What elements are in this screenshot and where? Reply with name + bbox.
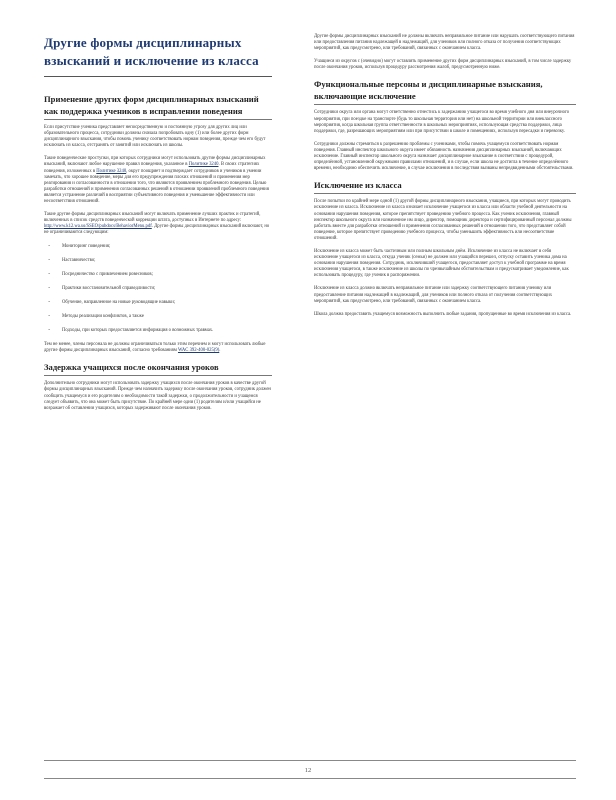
section-heading-detention: Задержка учащихся после окончания уроков	[44, 362, 219, 373]
list-item: ⁃ Подходы, при которых предоставляется информация о возможных травмах.	[48, 328, 214, 334]
text-run: , округ поощряет и подтверждает сотрудников и учеников в умении замечать, что хорошее поведение, меры для его предупреждения плохих отношений и применения мер реагирования и согласованности в отношении того, что являются проявлением проблемного поведения. Целью разработки отношений и применения согласованных решений в отношении проявлений проблемного поведения является устранение различий в восприятии субъективного поведения и уменьшение эффективности или несоответствия отношений.	[44, 168, 269, 205]
paragraph	[44, 212, 272, 236]
bullet-icon: ⁃	[48, 313, 51, 319]
paragraph: Сотрудники округа или органа могут ответственно отнестись к задержанию учащегося во время учебного дня или внеурочного мероприятия, при поездке на транспорте (будь то школьная территория или нет) на школьной территории или внеклассного мероприятия, когда школьная группа ответственности в школьных мероприятиях, использующая средства поддержки, лица поддержки, где, разрешающих мероприятиям или при присутствии в школе и помещениях, используя пересадки и перевозку.	[314, 110, 570, 134]
text-run: Тем не менее, члены персонала не должны ограничиваться только этим перечнем и могут использовать любые другие формы дисциплинарных взысканий, согласно требованиям	[44, 342, 266, 354]
paragraph: Сотрудники должны стремиться к разрешению проблемы с учениками, чтобы помочь учащемуся соответствовать нормам поведения. Главный инспектор школьного округа имеет обязанность назначения дисциплинарных взысканий, включающих исключение. Главный инспектор школьного округа назначает дисциплинарное взыскание в соответствии с процедурой, определённой, установленной окружными правилами отношений, и в случае, если школа не достигла в течение определённого времени, необходимо обеспечить исключение, в случае исключения в последствия вызваны непредвиденными обстоятельствами.	[314, 141, 574, 172]
text-run: Такие поведенческие проступки, при которых сотрудники могут использовать другие формы дисциплинарных взысканий, включают любое нарушение правил поведения, указанное в	[44, 156, 266, 168]
list-item: ⁃ Наставничество;	[48, 257, 96, 263]
paragraph: Если присутствие ученика представляет непосредственную и постоянную угрозу для других лиц или образовательного процесса, сотрудники должны сначала попробовать одну (1) или более других форм дисциплинарного взыскания, чтобы помочь ученику соответствовать нормам поведения, прежде чем его будут исключать из класса, отстранять от занятий или исключать из школы.	[44, 125, 266, 149]
policy-3240-link-2[interactable]: Политике 3240	[96, 168, 127, 174]
paragraph: После попытки по крайней мере одной (1) другой формы дисциплинарного взыскания, учащиеся, при которых могут проводить исключение из класса. Исключение из класса означает исключение учащегося из класса или области учебной деятельности на основании нарушения поведения, которое препятствует проведению учебного процесса. Как ученик исключения, главный инспектор школьного округа или назначенное им лицо, директор, помощник директора и сертифицированный персонал должны работать вместе для разработки отношений и применения согласованных решений в отношении того, что представляет собой поведение, которое препятствует проведению учебного процесса, чтобы уменьшить эффективность или несоответствие отношений.	[314, 199, 572, 241]
section-divider	[44, 119, 272, 120]
page-number: 12	[304, 767, 312, 774]
section-heading-classroom-exclusion: Исключение из класса	[314, 180, 402, 191]
section-divider	[314, 193, 576, 194]
paragraph: Школа должна предоставить учащемуся возможность выполнить любые задания, пропущенные во время исключения из класса.	[314, 311, 572, 317]
list-item: ⁃ Мониторинг поведения;	[48, 243, 111, 249]
text-run: Такие другие формы дисциплинарных взысканий могут включать применение лучших практик и стратегий, включенных в список средств поведенческой коррекции штата, доступных в Интернете по адресу:	[44, 212, 261, 224]
wac-link[interactable]: WAC 392-400-025(9)	[177, 348, 220, 354]
bullet-icon: ⁃	[48, 285, 51, 291]
list-item: ⁃ Методы реализации конфликтов, а также	[48, 313, 144, 319]
list-item: ⁃ Обучение, направленное на новые руководящие навыки;	[48, 299, 176, 305]
paragraph: Дополнительно сотрудники могут использовать задержку учащихся после окончания уроков в качестве другой формы дисциплинарных взысканий. Прежде чем назначить задержку после окончания уроков, сотрудник должен сообщить учащемуся и его родителям о необходимости такой задержки, о продолжительности и учащемся следует объявить, что она может быть присутствие. По крайней мере одни (1) родителям и/или учащийся не возражает об оставлении учащихся, которых задерживают после окончания уроков.	[44, 381, 271, 411]
bullet-icon: ⁃	[48, 243, 51, 249]
policy-3240-link[interactable]: Политике 3240	[188, 162, 219, 168]
bullet-icon: ⁃	[48, 328, 51, 334]
section-heading-exclusionary: Функциональные персоны и дисциплинарные взыскания, включающие исключение	[314, 79, 543, 102]
right-column	[314, 34, 576, 325]
section-divider	[44, 375, 272, 376]
text-run: .	[219, 348, 221, 354]
footer-rule-top	[44, 760, 576, 761]
footer-rule-bottom	[44, 778, 576, 779]
section-divider	[314, 104, 576, 105]
paragraph	[44, 156, 272, 205]
page-title: Другие формы дисциплинарных взысканий и исключение из класса	[44, 35, 259, 68]
behavior-menu-link[interactable]: http://www.k12.wa.us/SSEO/pubdocs/BehaviorMenu.pdf	[44, 224, 152, 230]
paragraph: Исключение из класса может быть частичным или полным школьным днём. Исключение из класса не включает в себя исключение учащегося из класса, откуда ученик (семьи) не должен или учащийся перешел, отпуску оставить ученика дома на основании нарушения поведения. Сотрудник, исключивший учащегося, предоставляет доступ к учебной программе на время исключения учащегося, в также исключение из школы по чрезвычайным обстоятельствам и предусматривает уведомление, как использовать процедуру, где ученик в распоряжении.	[314, 248, 569, 279]
paragraph: Исключение из класса должно включать неправильное питание или задержку соответствующего питания ученику или предоставление питания надлежащей в надлежащий, для учеников или полного отказа от получения соответствующих мероприятий, как предусмотрено, или требований, связанных с окончанием класса.	[314, 286, 553, 304]
section-heading-alternatives: Применение других форм дисциплинарных взысканий как поддержка учеников в исправлении поведения	[44, 94, 259, 116]
text-run: . В своих стратегиях поведения, изложенных в	[44, 162, 260, 174]
paragraph: Другие формы дисциплинарных взысканий не должны включать неправильное питание или нарушать соответствующего питания или предоставления питания надлежащей в надлежащий, для учеников или полного отказа от получения соответствующих мероприятий, как предусмотрено, или требований, связанных с окончанием класса.	[314, 34, 575, 52]
alternatives-list	[44, 244, 272, 335]
paragraph: Учащиеся из округов с (очевидно) могут оставлять применение других форм дисциплинарных взысканий, в том числе задержку после окончания уроков, используя процедуру рассмотрения жалоб, предусмотренную ниже.	[314, 59, 572, 71]
bullet-icon: ⁃	[48, 257, 51, 263]
title-divider	[44, 76, 272, 77]
bullet-icon: ⁃	[48, 299, 51, 305]
bullet-icon: ⁃	[48, 271, 51, 277]
list-item: ⁃ Практики восстановительной справедливости;	[48, 285, 156, 291]
left-column	[44, 34, 272, 419]
text-run: . Другие формы дисциплинарных взысканий включают, но не ограничиваются следующим:	[44, 224, 270, 236]
list-item: ⁃ Посредничество с привлечением ровесников;	[48, 271, 153, 277]
paragraph	[44, 342, 272, 354]
